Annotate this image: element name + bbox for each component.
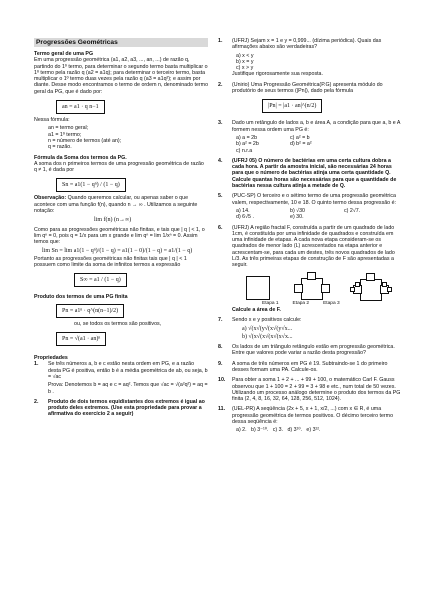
- stage-label: Etapa 1: [262, 300, 279, 306]
- question-number: 5.: [218, 193, 223, 200]
- fractal-stage-2: [290, 272, 334, 300]
- question-text: (UFRJ) Sejam x = 1 e y = 0,999... (dízima periódica). Quais das afirmações abaixo são verdadeiras?: [232, 38, 382, 51]
- question-options: [236, 135, 402, 154]
- option: c) x > y: [236, 65, 254, 72]
- formula-limit-sum: lim Sn = lim a1(1 − qⁿ)/(1 − q) = a1(1 − 0)/(1 − q) = a1/(1 − q): [42, 247, 193, 254]
- question-text: (UFRJ 05) O número de bactérias em uma certa cultura dobra a cada hora. A partir da amostra inicial, são necessárias 24 horas para que o número de bactérias atinja uma certa quantidade Q. Calcule quantas horas são necessárias para que a quantidade de bactérias nessa cultura atinja a metade de Q.: [232, 157, 397, 190]
- question-number: 6.: [218, 224, 223, 231]
- option: e) 30.: [290, 214, 304, 221]
- question-number: 7.: [218, 317, 223, 324]
- question-8: [218, 344, 402, 357]
- observation-label: Observação:: [34, 195, 67, 202]
- question-4: [218, 158, 402, 189]
- legend-intro: Nessa fórmula:: [34, 117, 70, 124]
- formula-product: Pn = a1ⁿ · q^(n(n−1)/2): [56, 304, 124, 318]
- left-column: [34, 38, 208, 422]
- question-text: Sendo x e y positivos calcule:: [232, 317, 302, 324]
- option: a) 2.: [236, 427, 247, 434]
- question-9: [218, 361, 402, 374]
- page-title: Progressões Geométricas: [34, 38, 208, 47]
- question-ask: Calcule a área de F.: [232, 306, 281, 313]
- option: a) a = 2b: [236, 134, 258, 141]
- section-general-term-title: Termo geral de uma PG: [34, 51, 94, 57]
- question-number: 1.: [218, 38, 223, 44]
- formula-sum: Sn = a1(1 − qⁿ) / (1 − q): [56, 178, 126, 192]
- question-3: [218, 120, 402, 153]
- question-options: [236, 208, 402, 221]
- section-sum-title: Fórmula da Soma dos termos da PG.: [34, 154, 127, 161]
- square: [355, 282, 360, 287]
- question-text: (Unirio) Uma Progressão Geométrica(P.G) apresenta módulo do produtório de seus termos (|Pn|), dado pela fórmula: [232, 81, 383, 95]
- property-number: 2.: [34, 398, 39, 405]
- legend-item: a1 = 1º termo;: [48, 131, 82, 138]
- option: b) √30: [290, 207, 305, 214]
- property-1: [34, 361, 208, 394]
- fractal-figure: [238, 272, 402, 300]
- question-7: [218, 317, 402, 340]
- section-sum-text: A soma dos n primeiros termos de uma progressão geométrica de razão q ≠ 1, é dada por: [34, 160, 204, 174]
- question-number: 3.: [218, 120, 223, 127]
- option: e) 3¹².: [306, 427, 321, 434]
- property-text: Se três números a, b e c estão nesta ordem em PG, e a razão desta PG é positiva, então b é a média geométrica de ab, ou seja, b = √ac: [48, 361, 208, 380]
- question-6: [218, 225, 402, 314]
- question-options: [236, 427, 402, 433]
- section-infinite-text: Portanto as progressões geométricas não finitas tais que | q | < 1 possuem como limite da soma de infinitos termos a expressão: [34, 255, 187, 269]
- legend-item: n = número de termos (até an);: [48, 137, 122, 144]
- question-text: (UFRJ) A região fractal F, construída a partir de um quadrado de lado 1cm, é constituída por uma infinidade de quadrados e construída em uma infinidade de etapas. A cada nova etapa consideram-se os quadrados de menor lado (L) acrescentados na etapa anterior e acrescentam-se, para cada um destes, três novos quadrados de lado L/3. As três primeiras etapas de construção de F são apresentadas a seguir.: [232, 224, 395, 269]
- question-options: [236, 53, 402, 72]
- question-text: Dado um retângulo de lados a, b e área A, a condição para que a, b e A formem nessa ordem uma PG é:: [232, 120, 401, 133]
- square: [307, 272, 316, 280]
- radical-a: a) √(x√(y√(x√(y√x...: [242, 325, 293, 332]
- question-note: Justifique rigorosamente sua resposta.: [232, 71, 323, 78]
- question-11: [218, 406, 402, 433]
- question-formula: |Pn| = |a1 · an|^(n/2): [262, 99, 322, 113]
- option: b) a² = 2b: [236, 141, 259, 148]
- legend-list: [48, 125, 208, 150]
- formula-product-positive: Pn = √(a1 · an)ⁿ: [56, 332, 106, 346]
- question-number: 11.: [218, 406, 226, 413]
- section-product-text: ou, se todos os termos são positivos,: [74, 320, 162, 327]
- question-5: [218, 193, 402, 220]
- question-text: A soma de três números em PG é 19. Subtraindo-se 1 do primeiro desses formam uma PA. Calcule-os.: [232, 360, 388, 373]
- question-number: 4.: [218, 157, 223, 164]
- question-text: (PUC-SP) O terceiro e o sétimo termo de uma progressão geométrica valem, respectivamente, 10 e 18. O quinto termo dessa progressão é:: [232, 193, 396, 206]
- square: [360, 279, 382, 301]
- question-text: Para obter a soma 1 + 2 + ... + 99 + 100, o matemático Carl F. Gauss observou que 1 + 100 = 2 + 99 = 3 + 98 e etc., num total de 50 vezes. Utilizando um processo análogo determine o produto dos termos da PG finita (2, 4, 8, 16, 32, 64, 128, 256, 512, 1024).: [232, 377, 401, 403]
- option: c) a² = b: [290, 134, 310, 141]
- legend-item: an = termo geral;: [48, 125, 89, 132]
- option: d) 6√5 .: [236, 214, 254, 221]
- square: [301, 278, 323, 300]
- option: a) x < y: [236, 52, 254, 59]
- section-general-term-text: Em uma progressão geométrica (a1, a2, a3, ..., an, ...) de razão q, partindo do 1º termo, para determinar o segundo termo basta multiplicar o 1º termo pela razão q (a2 = a1q); para determinar o terceiro termo, basta multiplicar o 1º termo duas vezes pela razão q (a3 = a1q²); e assim por diante. Desse modo encontramos o termo de ordem n, denominado termo geral da PG, que é dado por:: [34, 57, 209, 95]
- formula-infinite-sum: S∞ = a1 / (1 − q): [74, 273, 127, 287]
- square: [246, 276, 270, 300]
- property-2: [34, 399, 208, 418]
- square: [294, 284, 303, 293]
- radical-b: b) √(x√(x√(x√(x√x...: [242, 333, 293, 340]
- section-limit-text: Como para as progressões geométricas não finitas, e tais que | q | < 1, o lim qⁿ = 0, pois q = 1/x para um x grande e lim qⁿ = lim 1/xⁿ = 0. Assim temos que:: [34, 226, 205, 246]
- section-product-title: Produto dos termos de uma PG finita: [34, 294, 128, 301]
- question-1: [218, 38, 402, 78]
- fractal-stage-1: [238, 272, 278, 300]
- question-number: 2.: [218, 81, 223, 88]
- property-proof: Prova: Denotemos b = aq e c = aq². Temos que √ac = √(a²q²) = aq = b .: [48, 382, 208, 395]
- observation-text: Quando queremos calcular, ou apenas saber o que acontece com uma função f(n), quando n → ∞ . Utilizamos a seguinte notação:: [34, 195, 198, 215]
- option: b) x = y: [236, 58, 254, 65]
- formula-limit: lim f(n) (n→∞): [94, 217, 132, 224]
- square: [350, 287, 355, 292]
- stage-label: Etapa 3: [323, 300, 340, 306]
- right-column: [218, 38, 402, 438]
- option: c) 2√7.: [344, 207, 361, 214]
- option: c) 3.: [272, 427, 284, 434]
- property-number: 1.: [34, 361, 39, 368]
- question-2: [218, 82, 402, 117]
- question-number: 9.: [218, 360, 223, 367]
- square: [366, 273, 375, 281]
- square: [387, 287, 392, 292]
- option: a) 14.: [236, 207, 250, 214]
- property-text: Produto de dois termos equidistantes dos extremos é igual ao produto deles extremos. (Use esta propriedade para provar a afirmativa do exercício 2 a seguir): [48, 398, 205, 418]
- legend-item: q = razão.: [48, 144, 72, 151]
- option: c) n.r.a: [236, 147, 253, 154]
- question-number: 8.: [218, 344, 223, 351]
- square: [382, 282, 387, 287]
- fractal-stage-3: [346, 272, 396, 300]
- stage-label: Etapa 2: [292, 300, 310, 306]
- question-number: 10.: [218, 377, 226, 384]
- question-text: Os lados de um triângulo retângulo estão em progressão geométrica. Entre que valores pode variar a razão desta progressão?: [232, 344, 395, 357]
- square: [321, 284, 330, 293]
- question-10: [218, 377, 402, 402]
- section-properties-title: Propriedades: [34, 355, 68, 362]
- option: b) 3⁻¹⁰.: [251, 427, 269, 434]
- option: d) 3¹⁰.: [287, 427, 302, 434]
- option: d) b² = a²: [290, 141, 312, 148]
- question-text: (UEL-PR) A seqüência (2x + 5, x + 1, x/2, ...) com x ∈ R, é uma progressão geométrica de termos positivos. O décimo terceiro termo dessa seqüência é:: [232, 406, 394, 426]
- formula-general-term: an = a1 · q n−1: [56, 100, 105, 114]
